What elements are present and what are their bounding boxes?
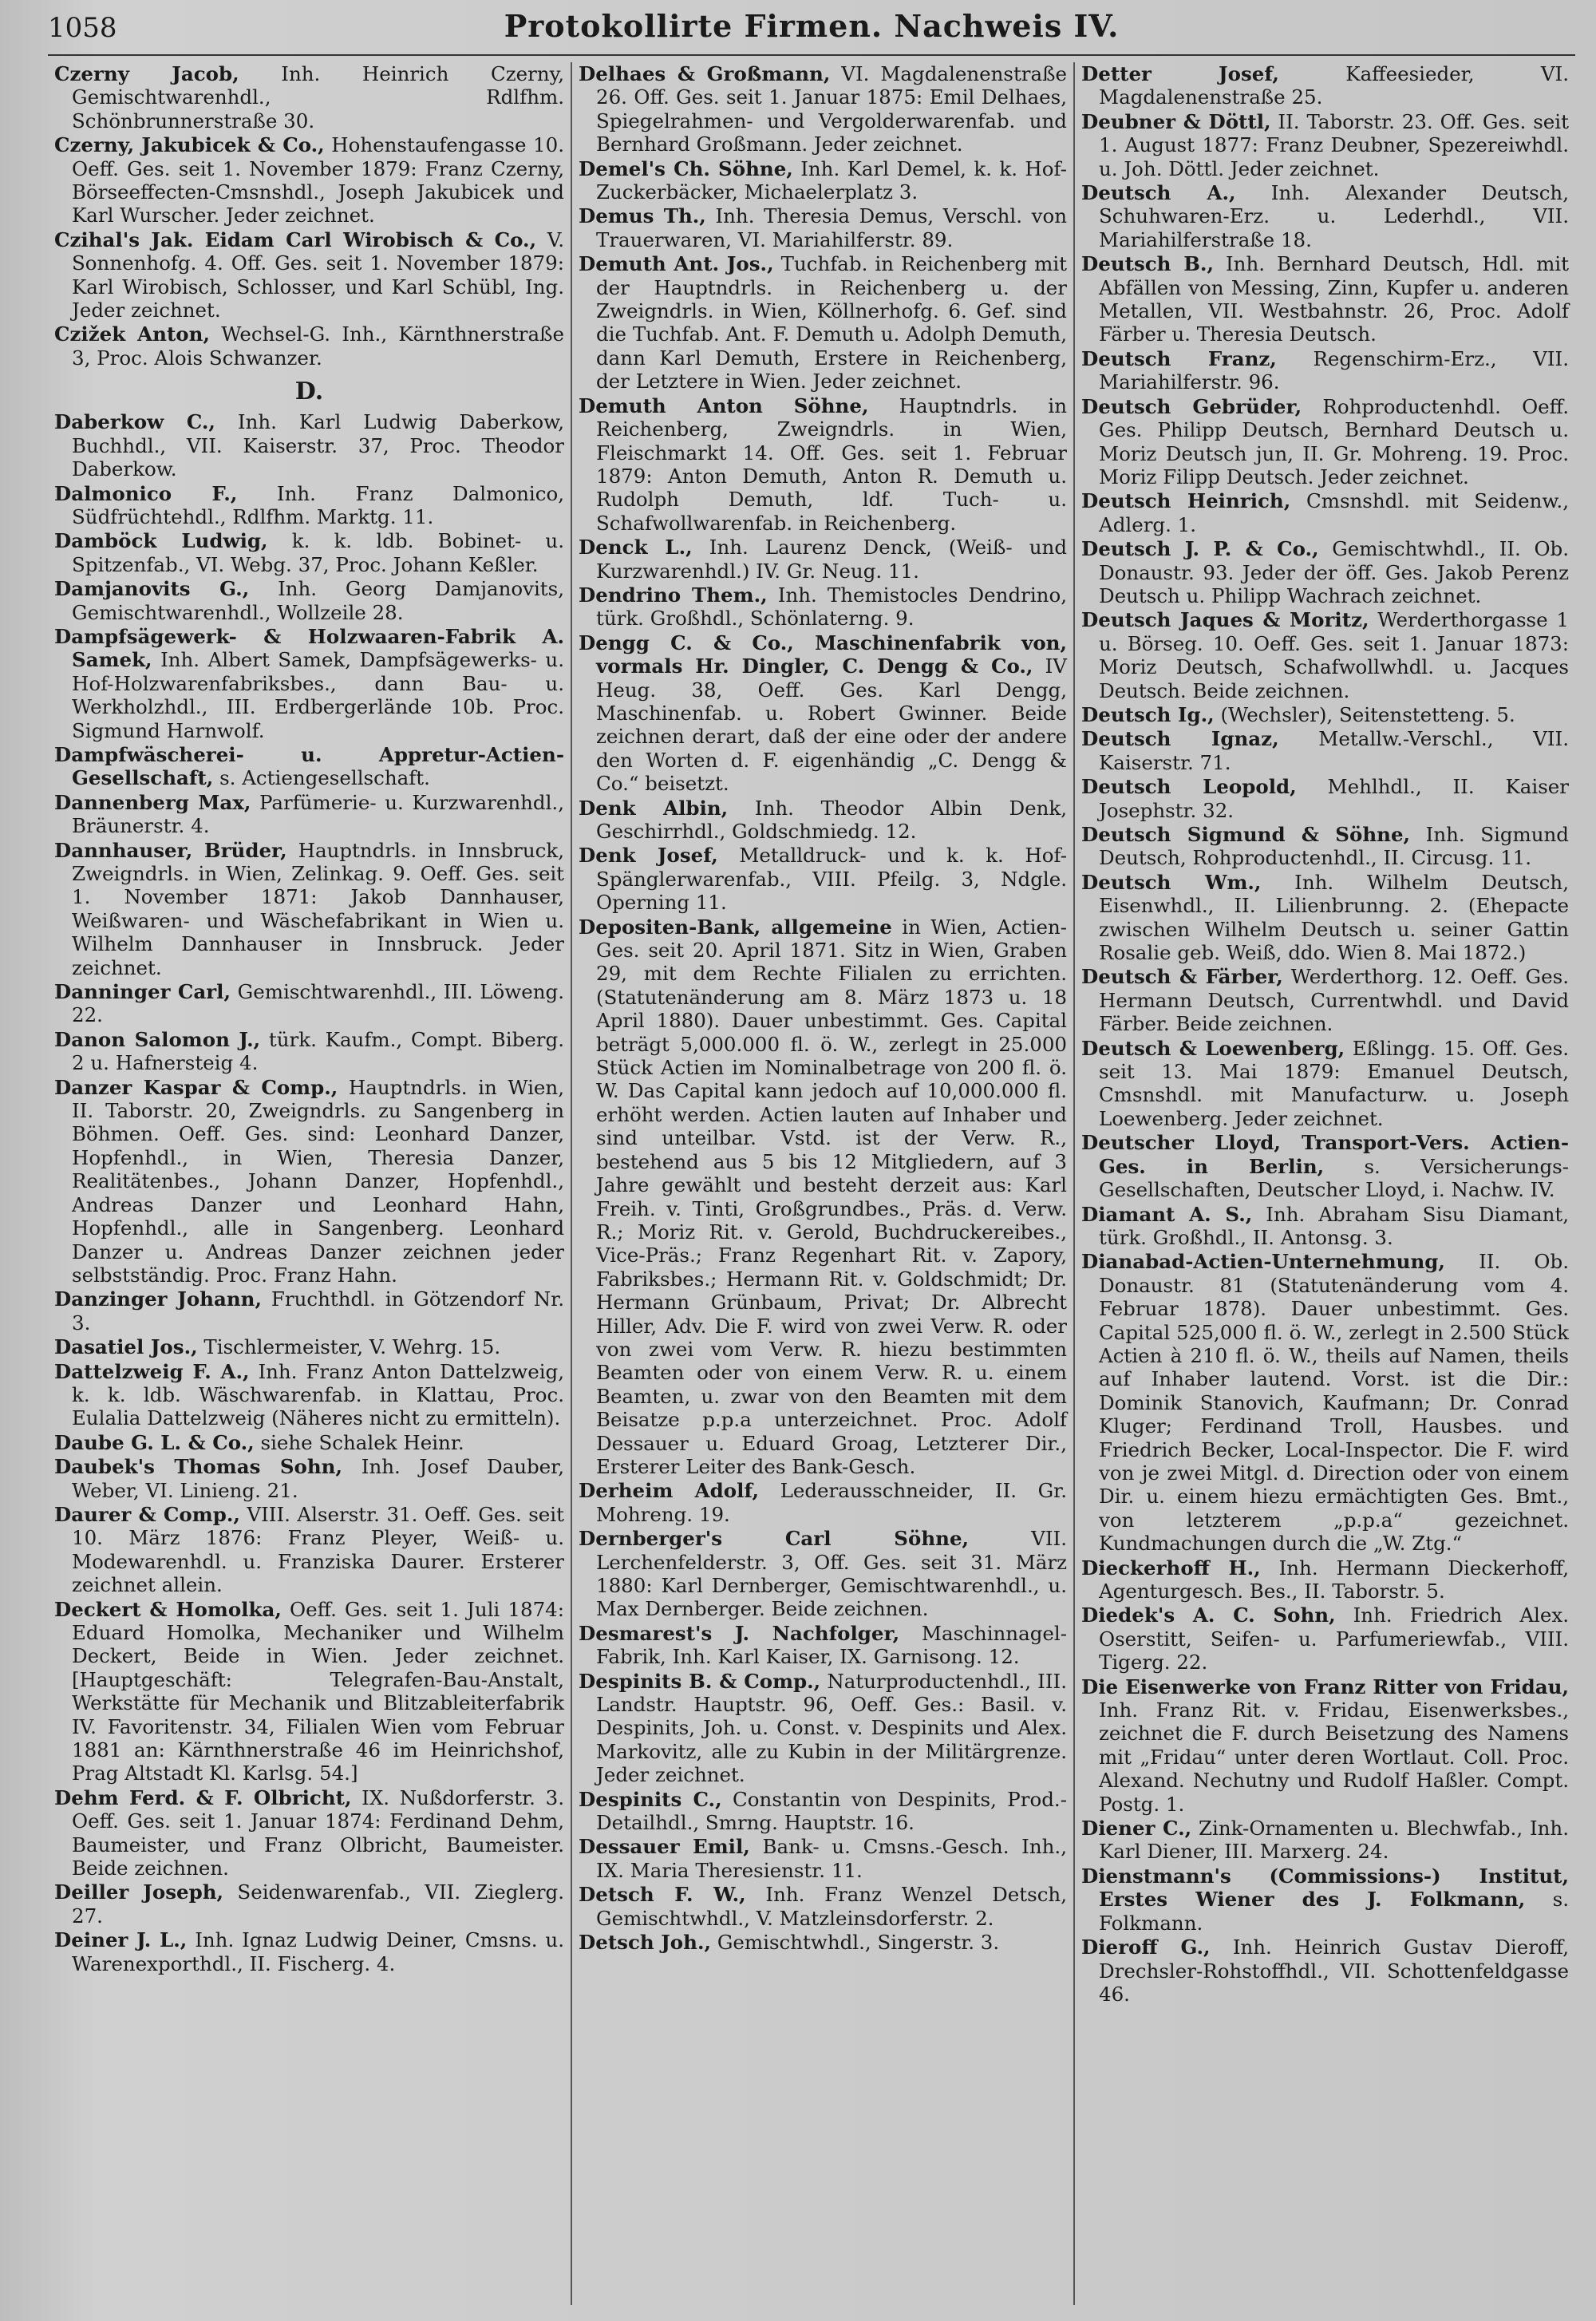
firm-entry: [1081, 965, 1569, 1035]
firm-name: Desmarest's J. Nachfolger,: [579, 1621, 900, 1645]
firm-name: Danninger Carl,: [54, 980, 231, 1004]
firm-entry: [579, 1670, 1067, 1787]
firm-name: Czerny, Jakubicek & Co.,: [54, 133, 325, 157]
firm-entry: [1081, 823, 1569, 870]
firm-name: Dendrino Them.,: [579, 583, 768, 607]
firm-name: Depositen-Bank, allgemeine: [579, 915, 892, 939]
firm-details: IX. Nußdorferstr. 3. Oeff. Ges. seit 1. Januar 1874: Ferdinand Dehm, Baumeister, und Franz Olbricht, Baumeister. Beide zeichnen.: [72, 1785, 564, 1880]
firm-name: Despinits B. & Comp.,: [579, 1669, 821, 1693]
firm-details: Inh. Franz Anton Dattelzweig, k. k. ldb. Wäschwarenfab. in Klattau, Proc. Eulalia Dattelzweig (Näheres nicht zu ermitteln).: [72, 1359, 565, 1430]
firm-name: Dannenberg Max,: [54, 790, 251, 814]
firm-entry: [1081, 395, 1569, 489]
firm-details: Mehlhdl., II. Kaiser Josephstr. 32.: [1099, 775, 1569, 822]
firm-name: Delhaes & Großmann,: [579, 62, 831, 85]
firm-details: Metalldruck- und k. k. Hof-Spänglerwarenfab., VIII. Pfeilg. 3, Ndgle. Operning 11.: [596, 844, 1067, 915]
firm-entry: [1081, 1250, 1569, 1555]
firm-details: Zink-Ornamenten u. Blechwfab., Inh. Karl Diener, III. Marxerg. 24.: [1099, 1817, 1569, 1864]
firm-details: Inh. Franz Wenzel Detsch, Gemischtwhdl., V. Matzleinsdorferstr. 2.: [596, 1883, 1067, 1930]
firm-details: Tischlermeister, V. Wehrg. 15.: [203, 1335, 501, 1359]
column-3: [1073, 62, 1575, 2305]
firm-name: Dengg C. & Co., Maschinenfabrik von, vormals Hr. Dingler, C. Dengg & Co.,: [579, 631, 1067, 678]
firm-name: Daurer & Comp.,: [54, 1502, 240, 1526]
firm-entry: [1081, 181, 1569, 251]
firm-details: Fruchthdl. in Götzendorf Nr. 3.: [72, 1287, 564, 1334]
firm-details: Inh. Theresia Demus, Verschl. von Trauerwaren, VI. Mariahilferstr. 89.: [596, 204, 1068, 251]
firm-entry: [54, 839, 564, 979]
firm-entry: [1081, 1131, 1569, 1201]
section-letter: D.: [294, 378, 324, 406]
firm-name: Czihal's Jak. Eidam Carl Wirobisch & Co.,: [54, 227, 537, 251]
firm-name: Deiller Joseph,: [54, 1880, 224, 1904]
firm-entry: [579, 631, 1067, 796]
firm-name: Deutsch Sigmund & Söhne,: [1081, 823, 1411, 846]
firm-name: Dessauer Emil,: [579, 1835, 750, 1859]
firm-details: Hauptndrls. in Reichenberg, Zweigndrls. in Wien, Fleischmarkt 14. Off. Ges. seit 1. Februar 1879: Anton Demuth, Anton R. Demuth u. Rudolph Demuth, ldf. Tuch- u. Schafwollwarenfab. in Reichenberg.: [596, 393, 1067, 535]
firm-name: Deutsch A.,: [1081, 181, 1236, 205]
firm-entry: [1081, 1203, 1569, 1250]
firm-entry: [54, 322, 564, 370]
firm-details: Lederausschneider, II. Gr. Mohreng. 19.: [596, 1479, 1067, 1526]
firm-details: Inh. Heinrich Gustav Dieroff, Drechsler-Rohstoffhdl., VII. Schottenfeldgasse 46.: [1099, 1935, 1569, 2006]
firm-details: Hauptndrls. in Innsbruck, Zweigndrls. in Wien, Zelinkag. 9. Oeff. Ges. seit 1. November 1871: Jakob Dannhauser, Weißwaren- und Wäschefabrikant in Wien u. Wilhelm Dannhauser in Innsbruck. Jeder zeichnet.: [72, 838, 564, 979]
firm-entry: [54, 62, 564, 132]
firm-name: Dasatiel Jos.,: [54, 1335, 198, 1359]
firm-name: Die Eisenwerke von Franz Ritter von Fridau,: [1081, 1675, 1569, 1698]
firm-entry: [1081, 727, 1569, 774]
firm-details: Inh. Georg Damjanovits, Gemischtwarenhdl., Wollzeile 28.: [72, 577, 564, 624]
firm-entry: [1081, 1935, 1569, 2006]
firm-details: Inh. Albert Samek, Dampfsägewerks- u. Hof-Holzwarenfabriksbes., dann Bau- u. Werkholzhdl., III. Erdbergerlände 10b. Proc. Sigmund Harnwolf.: [72, 648, 564, 742]
firm-entry: [54, 1287, 564, 1334]
firm-details: Gemischtwhdl., II. Ob. Donaustr. 93. Jeder der öff. Ges. Jakob Perenz Deutsch u. Philipp Wachrach zeichnet.: [1099, 537, 1569, 607]
firm-entry: [579, 1788, 1067, 1835]
column-2: [571, 62, 1073, 2305]
firm-entry: [54, 1503, 564, 1597]
firm-details: Tuchfab. in Reichenberg mit der Hauptndrls. in Reichenberg u. der Zweigndrls. in Wien, Köllnerhofg. 6. Gef. sind die Tuchfab. Ant. F. Demuth u. Adolph Demuth, dann Karl Demuth, Erstere in Reichenberg, der Letztere in Wien. Jeder zeichnet.: [596, 252, 1067, 393]
firm-details: VII. Lerchenfelderstr. 3, Off. Ges. seit 31. März 1880: Karl Dernberger, Gemischtwarenhdl., u. Max Dernberger. Beide zeichnen.: [596, 1527, 1068, 1621]
firm-name: Deubner & Döttl,: [1081, 109, 1271, 133]
firm-name: Detsch Joh.,: [579, 1931, 712, 1955]
firm-details: Inh. Josef Dauber, Weber, VI. Linieng. 21.: [72, 1455, 564, 1502]
firm-name: Deutsch Leopold,: [1081, 775, 1297, 799]
firm-name: Daube G. L. & Co.,: [54, 1430, 255, 1454]
page-title: Protokollirte Firmen. Nachweis IV.: [504, 8, 1120, 44]
firm-details: s. Folkmann.: [1099, 1888, 1569, 1935]
firm-entry: [54, 980, 564, 1027]
firm-name: Daberkow C.,: [54, 410, 215, 434]
firm-name: Diener C.,: [1081, 1817, 1192, 1841]
firm-details: Hohenstaufengasse 10. Oeff. Ges. seit 1. November 1879: Franz Czerny, Börseeffecten-Cmsnshdl., Joseph Jakubicek und Karl Wurscher. Jeder zeichnet.: [72, 133, 564, 227]
firm-details: VIII. Alserstr. 31. Oeff. Ges. seit 10. März 1876: Franz Pleyer, Weiß- u. Modewarenhdl. u. Franziska Daurer. Ersterer zeichnet allein.: [72, 1502, 564, 1597]
firm-entry: [54, 625, 564, 742]
firm-name: Denk Josef,: [579, 844, 718, 868]
firm-name: Deutsch B.,: [1081, 252, 1214, 276]
firm-name: Czižek Anton,: [54, 322, 210, 346]
firm-details: Metallw.-Verschl., VII. Kaiserstr. 71.: [1099, 727, 1569, 774]
firm-entry: [54, 1335, 564, 1358]
firm-details: Inh. Sigmund Deutsch, Rohproductenhdl., II. Circusg. 11.: [1099, 823, 1569, 870]
firm-name: Damböck Ludwig,: [54, 529, 268, 553]
firm-entry: [1081, 1037, 1569, 1131]
firm-details: Inh. Themistocles Dendrino, türk. Großhdl., Schönlaterng. 9.: [596, 583, 1067, 631]
firm-entry: [1081, 1675, 1569, 1816]
firm-details: (Wechsler), Seitenstetteng. 5.: [1220, 702, 1515, 726]
firm-details: Wechsel-G. Inh., Kärnthnerstraße 3, Proc. Alois Schwanzer.: [72, 322, 564, 370]
firm-details: Cmsnshdl. mit Seidenw., Adlerg. 1.: [1099, 489, 1569, 536]
firm-entry: [54, 1431, 564, 1454]
firm-entry: [1081, 489, 1569, 536]
firm-entry: [1081, 1817, 1569, 1864]
firm-entry: [1081, 871, 1569, 965]
firm-entry: [579, 844, 1067, 914]
firm-details: Eßlingg. 15. Off. Ges. seit 13. Mai 1879: Emanuel Deutsch, Cmsnshdl. mit Manufacturw. u. Joseph Loewenberg. Jeder zeichnet.: [1099, 1036, 1569, 1130]
firm-name: Diedek's A. C. Sohn,: [1081, 1603, 1336, 1627]
firm-name: Deutsch Franz,: [1081, 346, 1277, 370]
firm-name: Denck L.,: [579, 536, 693, 559]
firm-name: Deutsch Heinrich,: [1081, 489, 1291, 513]
firm-entry: [1081, 1864, 1569, 1935]
firm-name: Dieroff G.,: [1081, 1935, 1211, 1959]
firm-entry: [579, 394, 1067, 535]
firm-details: Inh. Karl Demel, k. k. Hof-Zuckerbäcker, Michaelerplatz 3.: [596, 156, 1067, 204]
firm-details: in Wien, Actien-Ges. seit 20. April 1871. Sitz in Wien, Graben 29, mit dem Rechte Filialen zu errichten. (Statutenänderung am 8. März 1873 u. 18 April 1880). Dauer unbestimmt. Ges. Capital beträgt 5,000.000 fl. ö. W., zerlegt in 25.000 Stück Actien im Nominalbetrage von 200 fl. ö. W. Das Capital kann jedoch auf 10,000.000 fl. erhöht werden. Actien lauten auf Inhaber und sind unteilbar. Vstd. ist der Verw. R., bestehend aus 5 bis 12 Mitgliedern, auf 3 Jahre gewählt und besteht derzeit aus: Karl Freih. v. Tinti, Großgrundbes., Präs. d. Verw. R.; Moriz Rit. v. Gerold, Buchdruckereibes., Vice-Präs.; Franz Regenhart Rit. v. Zapory, Fabriksbes.; Hermann Rit. v. Goldschmidt; Dr. Hermann Grünbaum, Privat; Dr. Albrecht Hiller, Adv. Die F. wird von zwei Verw. R. oder von zwei vom Verw. R. hiezu bestimmten Beamten oder von einem Verw. R. u. einem Beamten, u. zwar von den Beamten mit dem Beisatze p.p.a unterzeichnet. Proc. Adolf Dessauer u. Eduard Groag, Letzterer Dir., Ersterer Leiter des Bank-Gesch.: [596, 915, 1068, 1478]
firm-name: Daubek's Thomas Sohn,: [54, 1455, 343, 1479]
firm-entry: [54, 1360, 564, 1430]
firm-details: Werderthorg. 12. Oeff. Ges. Hermann Deutsch, Currentwhdl. und David Färber. Beide zeichnen.: [1099, 965, 1569, 1036]
firm-details: Hauptndrls. in Wien, II. Taborstr. 20, Zweigndrls. zu Sangenberg in Böhmen. Oeff. Ges. sind: Leonhard Danzer, Hopfenhdl., in Wien, Theresia Danzer, Realitätenbes., Johann Danzer, Hopfenhdl., Andreas Danzer und Leonhard Hahn, Hopfenhdl., alle in Sangenberg. Leonhard Danzer u. Andreas Danzer zeichnen jeder selbstständig. Proc. Franz Hahn.: [72, 1075, 564, 1287]
page-header: [48, 8, 1575, 56]
firm-entry: [54, 1598, 564, 1785]
firm-name: Detter Josef,: [1081, 62, 1279, 85]
firm-name: Detsch F. W.,: [579, 1883, 746, 1907]
firm-name: Demuth Ant. Jos.,: [579, 252, 774, 276]
firm-name: Danzer Kaspar & Comp.,: [54, 1075, 338, 1099]
firm-details: Seidenwarenfab., VII. Zieglerg. 27.: [72, 1880, 564, 1928]
firm-name: Demus Th.,: [579, 204, 706, 228]
firm-details: II. Taborstr. 23. Off. Ges. seit 1. August 1877: Franz Deubner, Spezereiwhdl. u. Joh. Döttl. Jeder zeichnet.: [1099, 109, 1569, 180]
firm-entry: [1081, 775, 1569, 822]
firm-entry: [54, 482, 564, 529]
firm-name: Derheim Adolf,: [579, 1479, 759, 1503]
firm-details: Inh. Karl Ludwig Daberkow, Buchhdl., VII. Kaiserstr. 37, Proc. Theodor Daberkow.: [72, 410, 564, 481]
firm-name: Dernberger's Carl Söhne,: [579, 1527, 970, 1551]
firm-name: Diamant A. S.,: [1081, 1202, 1253, 1226]
firm-entry: [1081, 537, 1569, 607]
firm-entry: [54, 1880, 564, 1928]
firm-entry: [579, 252, 1067, 393]
firm-entry: [579, 1883, 1067, 1930]
firm-entry: [54, 1076, 564, 1287]
firm-name: Deutsch Ig.,: [1081, 702, 1215, 726]
firm-name: Deutsch J. P. & Co.,: [1081, 537, 1319, 561]
firm-name: Danzinger Johann,: [54, 1287, 263, 1311]
firm-name: Dampfwäscherei- u. Appretur-Actien-Gesellschaft,: [54, 742, 564, 790]
firm-details: Parfümerie- u. Kurzwarenhdl., Bräunerstr. 4.: [72, 790, 564, 838]
firm-entry: [54, 791, 564, 838]
firm-name: Deutscher Lloyd, Transport-Vers. Actien-Ges. in Berlin,: [1081, 1131, 1569, 1178]
firm-entry: [579, 1622, 1067, 1669]
firm-entry: [1081, 252, 1569, 346]
firm-name: Deutsch Gebrüder,: [1081, 394, 1302, 418]
firm-details: Inh. Ignaz Ludwig Deiner, Cmsns. u. Warenexporthdl., II. Fischerg. 4.: [72, 1928, 564, 1975]
firm-details: Oeff. Ges. seit 1. Juli 1874: Eduard Homolka, Mechaniker und Wilhelm Deckert, Beide in Wien. Jeder zeichnet. [Hauptgeschäft: Telegrafen-Bau-Anstalt, Werkstätte für Mechanik und Blitzableiterfabrik IV. Favoritenstr. 34, Filialen Wien vom Februar 1881 an: Kärnthnerstraße 46 im Heinrichshof, Prag Altstadt Kl. Karlsg. 54.]: [72, 1597, 564, 1785]
firm-details: Kaffeesieder, VI. Magdalenenstraße 25.: [1099, 62, 1569, 109]
firm-entry: [579, 1527, 1067, 1621]
firm-name: Deckert & Homolka,: [54, 1597, 282, 1621]
page-number: 1058: [48, 12, 117, 44]
firm-details: türk. Kaufm., Compt. Biberg. 2 u. Hafnersteig 4.: [72, 1027, 564, 1075]
firm-name: Deutsch Jaques & Moritz,: [1081, 608, 1369, 632]
firm-name: Dienstmann's (Commissions-) Institut, Erstes Wiener des J. Folkmann,: [1081, 1864, 1569, 1912]
firm-name: Deutsch Wm.,: [1081, 870, 1262, 894]
firm-details: k. k. ldb. Bobinet- u. Spitzenfab., VI. Webg. 37, Proc. Johann Keßler.: [72, 529, 565, 576]
firm-name: Dannhauser, Brüder,: [54, 838, 287, 862]
firm-entry: [54, 529, 564, 576]
firm-details: Inh. Friedrich Alex. Oserstitt, Seifen- u. Parfumeriewfab., VIII. Tigerg. 22.: [1099, 1603, 1569, 1675]
firm-entry: [579, 915, 1067, 1479]
firm-name: Denk Albin,: [579, 796, 729, 820]
firm-entry: [579, 536, 1067, 583]
firm-entry: [579, 204, 1067, 251]
firm-entry: [579, 157, 1067, 204]
firm-details: Inh. Abraham Sisu Diamant, türk. Großhdl., II. Antonsg. 3.: [1099, 1202, 1569, 1249]
firm-details: II. Ob. Donaustr. 81 (Statutenänderung vom 4. Februar 1878). Dauer unbestimmt. Ges. Capital 525,000 fl. ö. W., zerlegt in 2.500 Stück Actien à 210 fl. ö. W., theils auf Namen, theils auf Inhaber lautend. Vorst. ist die Dir.: Dominik Stanovich, Kaufmann; Dr. Conrad Kluger; Ferdinand Troll, Hausbes. und Friedrich Becker, Local-Inspector. Die F. wird von je zwei Mitgl. d. Direction oder von einem Dir. u. einem hiezu ermächtigten Ges. Bmt., von letzterem „p.p.a“ gezeichnet. Kundmachungen durch die „W. Ztg.“: [1099, 1250, 1569, 1556]
firm-entry: [54, 1455, 564, 1502]
firm-entry: [54, 410, 564, 480]
firm-entry: [54, 743, 564, 790]
firm-details: Inh. Heinrich Czerny, Gemischtwarenhdl., Rdlfhm. Schönbrunnerstraße 30.: [72, 62, 564, 132]
firm-entry: [1081, 347, 1569, 394]
firm-entry: [54, 577, 564, 624]
firm-details: Bank- u. Cmsns.-Gesch. Inh., IX. Maria Theresienstr. 11.: [596, 1835, 1067, 1882]
firm-details: Naturproductenhdl., III. Landstr. Hauptstr. 96, Oeff. Ges.: Basil. v. Despinits, Joh. u. Const. v. Despinits und Alex. Markovitz, alle zu Kubin in der Militärgrenze. Jeder zeichnet.: [596, 1669, 1067, 1787]
firm-entry: [54, 228, 564, 322]
firm-details: Rohproductenhdl. Oeff. Ges. Philipp Deutsch, Bernhard Deutsch u. Moriz Deutsch jun, II. Gr. Mohreng. 19. Proc. Moriz Filipp Deutsch. Jeder zeichnet.: [1099, 394, 1569, 488]
firm-details: IV Heug. 38, Oeff. Ges. Karl Dengg, Maschinenfab. u. Robert Gwinner. Beide zeichnen derart, daß der eine oder der andere den Worten d. F. eigenhändig „C. Dengg & Co.“ beisetzt.: [596, 654, 1067, 796]
firm-details: Inh. Franz Rit. v. Fridau, Eisenwerksbes., zeichnet die F. durch Beisetzung des Namens mit „Fridau“ unter deren Wortlaut. Coll. Proc. Alexand. Nechutny und Rudolf Haßler. Compt. Postg. 1.: [1099, 1698, 1569, 1816]
firm-details: V. Sonnenhofg. 4. Off. Ges. seit 1. November 1879: Karl Wirobisch, Schlosser, und Karl Schübl, Ing. Jeder zeichnet.: [72, 227, 564, 322]
firm-name: Dattelzweig F. A.,: [54, 1359, 250, 1383]
firm-name: Dianabad-Actien-Unternehmung,: [1081, 1250, 1445, 1274]
firm-details: Inh. Franz Dalmonico, Südfrüchtehdl., Rdlfhm. Marktg. 11.: [72, 481, 564, 528]
firm-name: Danon Salomon J.,: [54, 1027, 261, 1051]
firm-entry: [1081, 62, 1569, 109]
firm-entry: [579, 1931, 1067, 1954]
firm-name: Deutsch & Färber,: [1081, 965, 1283, 989]
firm-name: Despinits C.,: [579, 1787, 722, 1811]
firm-details: s. Actiengesellschaft.: [219, 766, 430, 790]
firm-details: Werderthorgasse 1 u. Börseg. 10. Oeff. Ges. seit 1. Januar 1873: Moriz Deutsch, Schafwollwhdl. u. Jacques Deutsch. Beide zeichnen.: [1099, 608, 1570, 702]
firm-entry: [54, 133, 564, 227]
column-1: [48, 62, 571, 2305]
firm-entry: [579, 1479, 1067, 1526]
columns: [48, 62, 1575, 2305]
firm-name: Dieckerhoff H.,: [1081, 1556, 1261, 1580]
firm-entry: [1081, 110, 1569, 180]
firm-name: Dalmonico F.,: [54, 481, 238, 505]
firm-entry: [579, 797, 1067, 844]
firm-details: Inh. Bernhard Deutsch, Hdl. mit Abfällen von Messing, Zinn, Kupfer u. anderen Metallen, VII. Westbahnstr. 26, Proc. Adolf Färber u. Theresia Deutsch.: [1099, 252, 1569, 346]
firm-details: Inh. Wilhelm Deutsch, Eisenwhdl., II. Lilienbrunng. 2. (Ehepacte zwischen Wilhelm Deutsch u. seiner Gattin Rosalie geb. Weiß, ddo. Wien 8. Mai 1872.): [1099, 870, 1569, 965]
firm-entry: [579, 1835, 1067, 1882]
firm-details: Inh. Laurenz Denck, (Weiß- und Kurzwarenhdl.) IV. Gr. Neug. 11.: [596, 536, 1067, 583]
firm-details: Inh. Theodor Albin Denk, Geschirrhdl., Goldschmiedg. 12.: [596, 796, 1067, 843]
firm-details: siehe Schalek Heinr.: [260, 1430, 464, 1454]
firm-details: Inh. Alexander Deutsch, Schuhwaren-Erz. u. Lederhdl., VII. Mariahilferstraße 18.: [1099, 181, 1569, 251]
firm-name: Deiner J. L.,: [54, 1928, 188, 1952]
firm-name: Dampfsägewerk- & Holzwaaren-Fabrik A. Samek,: [54, 624, 564, 672]
firm-name: Deutsch & Loewenberg,: [1081, 1036, 1345, 1060]
firm-entry: [54, 1786, 564, 1880]
firm-entry: [1081, 703, 1569, 726]
firm-name: Dehm Ferd. & F. Olbricht,: [54, 1785, 352, 1809]
firm-details: Maschinnagel-Fabrik, Inh. Karl Kaiser, IX. Garnisong. 12.: [596, 1621, 1067, 1669]
firm-details: s. Versicherungs-Gesellschaften, Deutscher Lloyd, i. Nachw. IV.: [1099, 1154, 1569, 1202]
firm-details: Regenschirm-Erz., VII. Mariahilferstr. 96.: [1099, 346, 1569, 394]
firm-name: Demel's Ch. Söhne,: [579, 156, 793, 180]
firm-name: Deutsch Ignaz,: [1081, 727, 1279, 751]
firm-entry: [54, 1028, 564, 1075]
firm-name: Demuth Anton Söhne,: [579, 393, 869, 417]
firm-name: Czerny Jacob,: [54, 62, 239, 85]
firm-details: Gemischtwhdl., Singerstr. 3.: [717, 1931, 1000, 1955]
firm-entry: [579, 62, 1067, 156]
firm-entry: [54, 1928, 564, 1975]
firm-entry: [1081, 608, 1569, 702]
firm-entry: [1081, 1556, 1569, 1603]
firm-entry: [1081, 1603, 1569, 1674]
firm-entry: [579, 583, 1067, 631]
firm-details: VI. Magdalenenstraße 26. Off. Ges. seit 1. Januar 1875: Emil Delhaes, Spiegelrahmen- und Vergolderwarenfab. und Bernhard Großmann. Jeder zeichnet.: [596, 62, 1067, 156]
firm-details: Constantin von Despinits, Prod.-Detailhdl., Smrng. Hauptstr. 16.: [596, 1787, 1068, 1835]
firm-name: Damjanovits G.,: [54, 577, 250, 601]
firm-details: Gemischtwarenhdl., III. Löweng. 22.: [72, 980, 564, 1027]
firm-details: Inh. Hermann Dieckerhoff, Agenturgesch. Bes., II. Taborstr. 5.: [1099, 1556, 1569, 1603]
